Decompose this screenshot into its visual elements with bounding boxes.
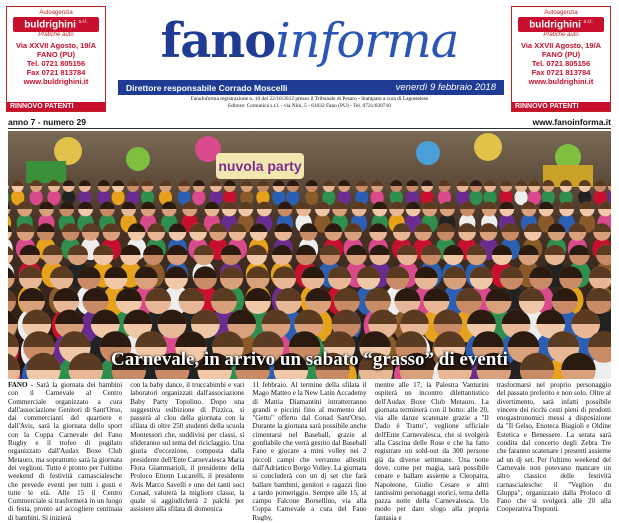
ad-services: Pratiche auto bbox=[38, 32, 74, 39]
article-body bbox=[8, 381, 611, 521]
ad-footer: RINNOVO PATENTI bbox=[512, 102, 610, 111]
divider bbox=[8, 128, 611, 129]
article-column: 11 febbraio. Al termine della sfilata il Mago Matteo e la New Latin Accademy di Mattia Diamantini intratterranno grandi e piccini fino al momento del "Getto" offerto dal Conad Sant'Orso. Durante la giornata sarà possibile anche cimentarsi nel Baseball, grazie al gonfiabile che verrà gestito dal Baseball Fano e giocare a mini volley nei 2 piccoli campi che verranno allestiti dall'Adriatico Borgo Volley. La giornata si concluderà con un dj set che farà ballare bambini, genitori e ragazzi fino a tardo pomeriggio. Sempre alle 15, al campo Falcone Borsellino, via alla Coppa Carnevale a cura del Fano Rugby, bbox=[252, 381, 367, 521]
masthead bbox=[112, 8, 507, 86]
ad-brand: buldrighini $^{s.r.l.}$ bbox=[518, 17, 604, 32]
issue-row bbox=[8, 117, 611, 127]
ad-buldrighini-right[interactable] bbox=[511, 6, 611, 112]
crowd-illustration bbox=[8, 131, 611, 379]
masthead-bar bbox=[118, 80, 504, 95]
banner-text: nuvola party bbox=[218, 158, 302, 174]
ad-buldrighini-left[interactable] bbox=[6, 6, 106, 112]
article-column: mentre alle 17, la Palestra Vanturini ospiterà un incontro dilettantistico dell'Audax Boxe Club Metauro. La giornata terminerà con il botto: alle 20, via alle danze scatenate grazie a "Il Dado è Tratto", veglione ufficiale dell'Ente Carnevalesca, che si svolgerà alla Cascina delle Rose e che ha fatto registrare un sold-out da 300 persone già da diverse settimane. Una notte dove, come per magia, sarà possibile cenare e ballare assieme a Cleopatra, Napoleone, Giulio Cesare e altri tantissimi personaggi storici, tema della pazza notte della Carnevalesca. Un modo per dare sfogo alla propria fantasia e bbox=[374, 381, 489, 521]
article-column: con la baby dance, il truccabimbi e vari laboratori organizzati dall'associazione Baby Party Topolino. Dopo una suggestiva esibizione di Pizzica, si passerà al clou della giornata con la sfilata di oltre 250 studenti della scuola Montessori che, suddivisi per classi, si sfideranno sul tema del riciclaggio. Una giuria d'eccezione, composta dalla presidente dell'Ente Carnevalesca Maria Flora Giammarioli, il presidente della Proloco Etienn Lucarelli, il presidente Avis Marco Savelli e uno dei tanti soci Conad, valuterà la migliore classe, la quale si aggiudicherà 2 palchi per assistere alla sfilata di domenica bbox=[130, 381, 245, 514]
main-headline[interactable]: Carnevale, in arrivo un sabato “grasso” di eventi bbox=[111, 349, 508, 370]
ad-brand: buldrighini $^{s.r.l.}$ bbox=[13, 17, 99, 32]
ad-tagline: Autoagenzia bbox=[544, 10, 578, 16]
ad-tagline: Autoagenzia bbox=[39, 10, 73, 16]
newspaper-logo[interactable]: fanoinforma bbox=[160, 13, 459, 69]
carnival-photo bbox=[8, 131, 611, 379]
ad-contact: Via XXVII Agosto, 19/A FANO (PU) Tel. 0721 805156 Fax 0721 813784 www.buldrighini.it bbox=[15, 41, 97, 87]
article-column: trasformarsi nel proprio personaggio del passato preferito e non solo. Oltre al divertimento, sarà infatti possibile vincere dei ricchi cesti pieni di prodotti enogastronomici messi a disposizione da "Il Gelso, Enoteca Biagioli e Oldine Estetica e Benessere. La serata sarà condita dal concerto degli Zebra Tre che faranno scatenare i presenti assieme ad un dj set. Per l'ultimo weekend del Carnevale non potevano mancare un altro classico delle festività carnascialesche: il "Veglion du Gluppa", organizzato dalla Proloco di Fano che si svolgerà alle 20 alla Cooperativa Treponti. bbox=[496, 381, 612, 514]
website-link[interactable]: www.fanoinforma.it bbox=[532, 117, 611, 127]
issue-number: anno 7 - numero 29 bbox=[8, 117, 86, 127]
director-credit: Direttore responsabile Corrado Moscelli bbox=[126, 82, 288, 93]
issue-date: venerdì 9 febbraio 2018 bbox=[395, 82, 496, 93]
ad-contact: Via XXVII Agosto, 19/A FANO (PU) Tel. 0721 805156 Fax 0721 813784 www.buldrighini.it bbox=[520, 41, 602, 87]
article-column: FANO - Sarà la giornata dei bambini con il Carnevale al Centro Commerciale organizzato a cura dall'associazione Genitori di Sant'Orso, dai commercianti del quartiere e dall'Avis, sarà la giornata dello sport con la Coppa Carnevale del Fano Rugby e il trofeo di pugilato organizzato dall'Audax Boxe Club Metauro, ma soprattutto sarà la giornata dei veglioni. Tutto è pronto per l'ultimo weekend di festività carnascialesche che prevede eventi per tutti i gusti e tutte le età. Alle 15 il Centro Commerciale si trasformerà in un luogo di festa, pronto ad accogliere centinaia di bambini. Si inizierà bbox=[8, 381, 123, 521]
ad-footer: RINNOVO PATENTI bbox=[7, 102, 105, 111]
registration-info: FanoInforma registrazione n. 10 del 22/10/2012 presso il Tribunale di Pesaro - Stampato a cura di Lagostelese Editore: Comunica s.r.l. - via Nini, 5 - 61032 Fano (PU) - Tel. 0721/830710 bbox=[190, 96, 429, 109]
ad-services: Pratiche auto bbox=[543, 32, 579, 39]
